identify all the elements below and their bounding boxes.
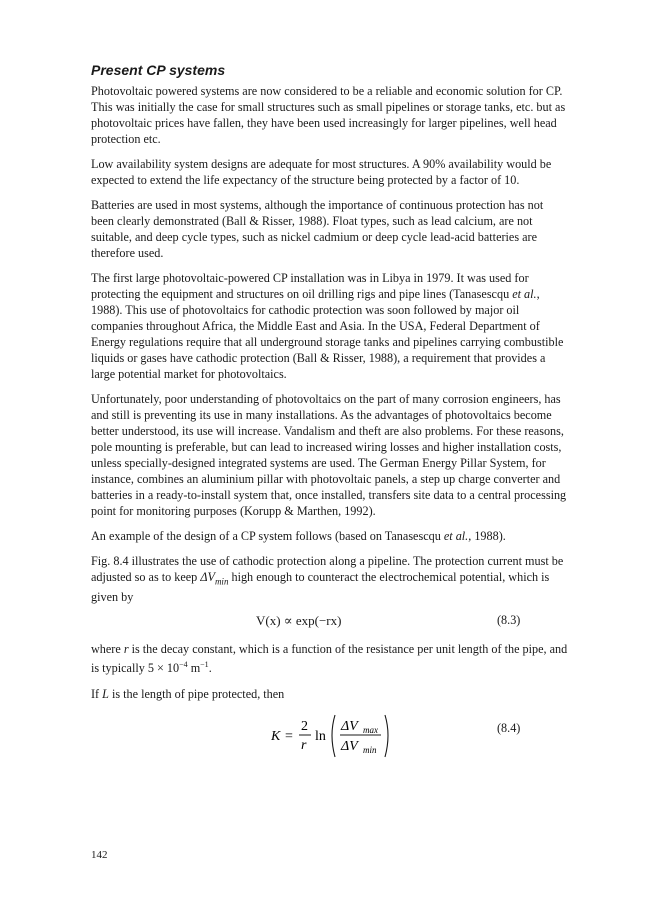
eq2-ln: ln [315,728,326,744]
equation-8-3-expression: V(x) ∝ exp(−rx) [256,613,342,629]
paragraph-8-text-c: m [187,661,201,676]
page-number: 142 [91,849,108,861]
paragraph-7-text-a: Fig. 8.4 illustrates the use of cathodic protection along a pipeline. The protection current must be adjusted so as to keep [91,554,564,584]
paragraph-9-text-a: If [91,686,103,701]
paragraph-7 [91,553,569,605]
paragraph-1: Photovoltaic powered systems are now considered to be a reliable and economic solution for CP. This was initially the case for small structures such as small pipelines or storage tanks, etc. but as photovoltaic prices have fallen, they have been used increasingly for larger pipelines, well head protection etc. [91,84,566,146]
paragraph-6-text-b: 1988). [471,529,506,543]
eq2-fraction-num: 2 [301,718,308,734]
paragraph-2: Low availability system designs are adequate for most structures. A 90% availability would be expected to extend the life expectancy of the structure being protected by a factor of 10. [91,157,552,187]
paragraph-7-text-b: high enough to counteract the electrochemical potential, which is given by [91,570,550,605]
paragraph-8-sup-2: −1 [200,660,209,670]
section-title: Present CP systems [91,62,226,78]
paragraph-8-text-a: where [91,642,124,657]
page-content [91,62,569,767]
paragraph-6-text-a: An example of the design of a CP system follows (based on Tanasescqu [91,529,444,543]
paragraph-3: Batteries are used in most systems, although the importance of continuous protection has not been clearly demonstrated (Ball & Risser, 1988). Float types, such as lead calcium, are not suitable, and deep cycle types, such as nickel cadmium or deep cycle lead-acid batteries are therefore used. [91,198,544,260]
paragraph-4-text-b: , 1988). This use of photovoltaics for cathodic protection was soon followed by major oil companies throughout Africa, the Middle East and Asia. In the USA, Federal Department of Energy regulations require that all underground storage tanks and pipelines carrying combustible liquids or gases have cathodic protection (Ball & Risser, 1988), a requirement that provides a large potential market for photovoltaics. [91,287,564,381]
paragraph-4 [91,270,569,382]
equation-8-3 [91,611,569,633]
paragraph-6-etal: et al., [443,529,472,543]
eq2-top: ΔV [341,718,358,734]
eq2-top-sub: max [363,724,378,735]
paragraph-8-text-b: is the decay constant, which is a function of the resistance per unit length of the pipe, and is typically 5 × 10 [91,642,568,676]
paragraph-8 [91,641,569,676]
eq2-equals: = [285,728,293,744]
paragraph-6 [91,528,569,544]
paragraph-8-text-d: . [208,661,212,676]
paragraph-4-text-a: The first large photovoltaic-powered CP installation was in Libya in 1979. It was used for protecting the equipment and structures on oil drilling rigs and pipe lines (Tanasescqu [91,271,529,301]
paragraph-4-etal: et al. [512,287,537,301]
paragraph-8-r: r [123,642,129,657]
delta-v-symbol: ΔV [200,570,215,584]
paragraph-5: Unfortunately, poor understanding of photovoltaics on the part of many corrosion engineers, has and still is preventing its use in many installations. As the advantages of photovoltaics become better understood, its use will increase. Vandalism and theft are also problems. For these reasons, pole mounting is preferable, but can lead to increased wiring losses and higher installation costs, unless specially-designed integrated systems are used. The German Energy Pillar System, for instance, combines an aluminium pillar with photovoltaic panels, a step up charge converter and batteries in a ready-to-install system that, once installed, transfers site data to a central processing point for monitoring purposes (Korupp & Marthen, 1992). [91,392,567,518]
equation-8-3-number: (8.3) [497,613,521,628]
paragraph-9-L: L [102,686,109,701]
eq2-bottom-sub: min [363,744,377,755]
eq2-lhs: K [271,728,281,744]
eq2-left-paren [332,715,335,757]
paragraph-8-sup-1: −4 [179,660,188,670]
equation-8-4 [91,711,569,761]
equation-8-4-formula [271,711,481,761]
delta-v-subscript: min [214,576,229,587]
equation-8-4-number: (8.4) [497,720,521,735]
eq2-bottom: ΔV [341,738,358,754]
eq2-fraction-den: r [301,737,307,753]
eq2-right-paren [385,715,388,757]
paragraph-9-text-b: is the length of pipe protected, then [108,686,285,701]
paragraph-9 [91,686,569,702]
